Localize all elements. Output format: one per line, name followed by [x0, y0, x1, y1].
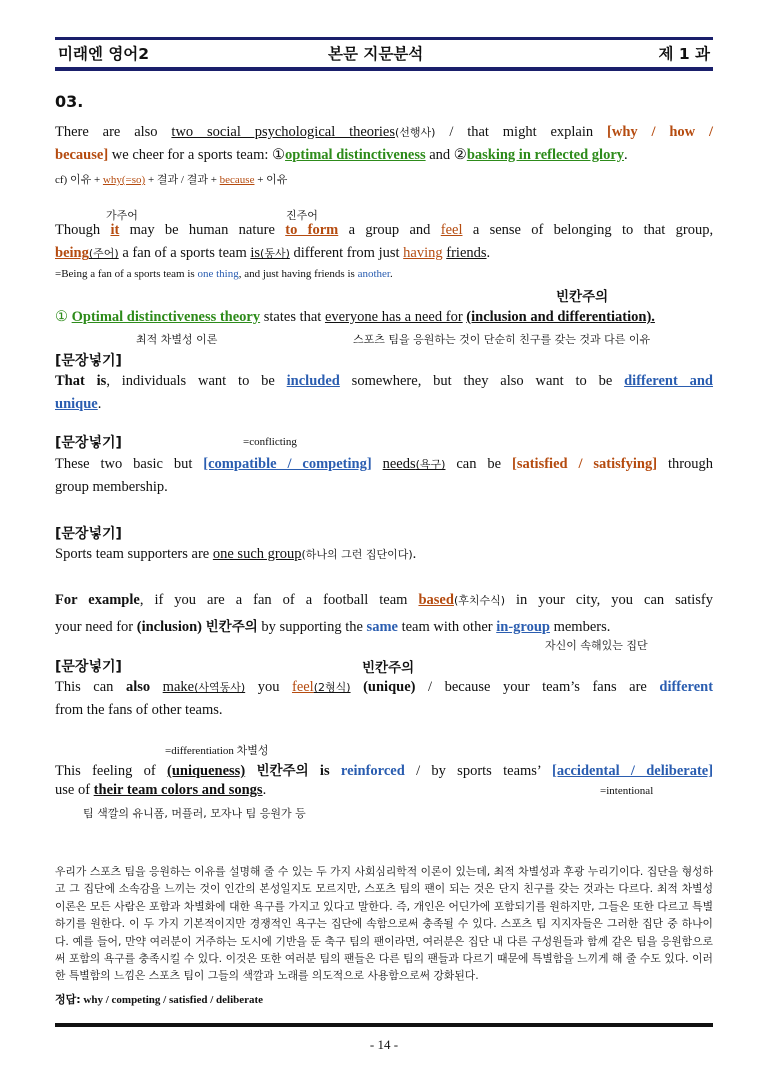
- section-number: 03.: [55, 92, 84, 111]
- note-intentional: =intentional: [600, 785, 654, 797]
- blank-warning-4: 빈칸주의: [362, 660, 415, 676]
- note-real-subject: 진주어: [286, 209, 318, 222]
- korean-translation: 우리가 스포츠 팀을 응원하는 이유를 설명해 줄 수 있는 두 가지 사회심리학적 이론이 있는데, 최적 차별성과 후광 누리기이다. 집단을 형성하고 그 집단에 소속감을 느끼는 것이 인간의 본성일지도 모르지만, 스포츠 팀의 팬이 되는 것은 단지 친구를 갖는 것과는 다르다. 최적 차별성 이론은 모든 사람은 포함과 차별화에 대한 욕구를 가지고 있다고 말한다. 즉, 개인은 어딘가에 포함되기를 원하지만, 그들은 또한 다르고 특별하기를 원한다. 이 두 가지 기본적이지만 경쟁적인 욕구는 집단에 속함으로써 충족될 수 있다. 스포츠 팀 지지자들은 그러한 집단 중 하나이다. 예를 들어, 만약 여러분이 거주하는 도시에 기반을 둔 축구 팀의 팬이라면, 여러분은 집단 내 다른 구성원들과 함께 같은 팀을 응원함으로써 포함의 욕구를 충족시킬 수 있다. 이것은 또한 여러분 팀의 팬들은 다른 팀의 팬들과 다르기 때문에 특별함을 느끼게 해 줄 수도 있다. 이러한 특별함의 느낌은 스포츠 팀이 그들의 색깔과 노래를 의도적으로 사용함으로써 강화된다.: [55, 865, 713, 983]
- p3-line1: ① Optimal distinctiveness theory states that everyone has a need for (inclusion and differentiation).: [55, 309, 655, 325]
- p1-cf-note: cf) 이유 + why(=so) + 결과 / 결과 + because + 이유: [55, 174, 288, 186]
- page-number: - 14 -: [369, 1037, 399, 1052]
- header-center-title: 본문 지문분석: [328, 45, 424, 63]
- header-top-rule: [55, 37, 713, 40]
- note-reason: 스포츠 팀을 응원하는 것이 단순히 친구를 갖는 것과 다른 이유: [353, 333, 651, 346]
- s2-line1: These two basic but [compatible / competing] needs(욕구) can be [satisfied / satisfying] through: [55, 456, 714, 472]
- p2-line2: being(주어) a fan of a sports team is(동사) different from just having friends.: [55, 245, 491, 261]
- note-team-colors: 팀 색깔의 유니폼, 머플러, 모자나 팀 응원가 등: [83, 807, 306, 820]
- answer-line: 정답: why / competing / satisfied / deliberate: [55, 993, 264, 1006]
- header-lesson: 제 1 과: [658, 45, 710, 63]
- note-conflicting: =conflicting: [243, 436, 297, 448]
- note-theory: 최적 차별성 이론: [136, 333, 218, 346]
- insert-label-3: [문장넣기]: [55, 526, 122, 542]
- p5-line2: use of their team colors and songs.: [55, 782, 267, 798]
- s1-line2: unique.: [55, 396, 102, 412]
- insert-label-2: [문장넣기]: [55, 435, 122, 451]
- p1-line2: because] we cheer for a sports team: ①optimal distinctiveness and ②basking in reflected glory.: [55, 147, 628, 163]
- p2-line1: Though it may be human nature to form a group and feel a sense of belonging to that group,: [55, 222, 714, 238]
- header-bottom-rule: [55, 67, 713, 71]
- header-left-title: 미래엔 영어2: [58, 45, 150, 63]
- s4-line1: This can also make(사역동사) you feel(2형식) (unique) / because your team’s fans are different: [55, 679, 714, 695]
- footer-rule: [55, 1023, 713, 1027]
- p1-line1: There are also two social psychological theories(선행사) / that might explain [why / how /: [55, 124, 714, 140]
- s1-line1: That is, individuals want to be included somewhere, but they also want to be different and: [55, 373, 714, 389]
- note-differentiation: =differentiation 차별성: [165, 744, 269, 757]
- note-dummy-subject: 가주어: [106, 209, 138, 222]
- s4-line2: from the fans of other teams.: [55, 702, 223, 718]
- note-ingroup: 자신이 속해있는 집단: [545, 639, 648, 652]
- insert-label-1: [문장넣기]: [55, 353, 122, 369]
- p5-line1: This feeling of (uniqueness) 빈칸주의 is reinforced / by sports teams’ [accidental / deliberate]: [55, 763, 714, 779]
- s3-line1: Sports team supporters are one such group(하나의 그런 집단이다).: [55, 546, 417, 562]
- p4-line1: For example, if you are a fan of a football team based(후치수식) in your city, you can satisfy: [55, 592, 714, 608]
- insert-label-4: [문장넣기]: [55, 659, 122, 675]
- p2-paraphrase: =Being a fan of a sports team is one thing, and just having friends is another.: [55, 268, 393, 280]
- blank-warning: 빈칸주의: [556, 289, 609, 305]
- p4-line2: your need for (inclusion) 빈칸주의 by supporting the same team with other in-group members.: [55, 619, 611, 635]
- s2-line2: group membership.: [55, 479, 168, 495]
